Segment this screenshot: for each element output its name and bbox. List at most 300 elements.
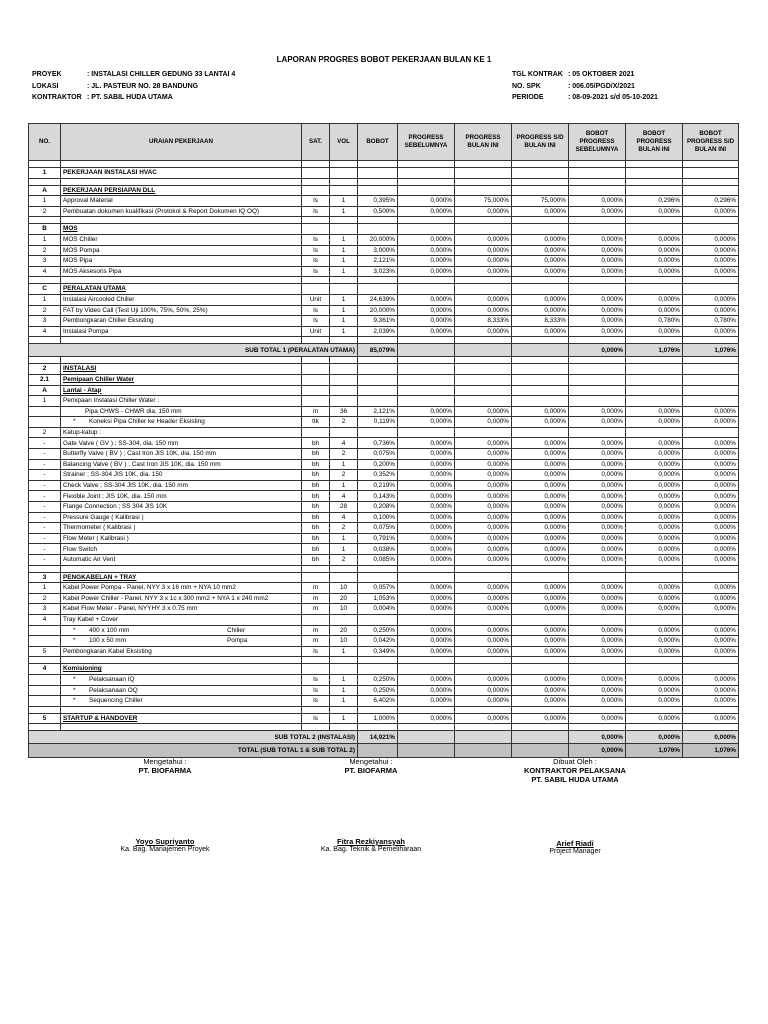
info-label: NO. SPK <box>512 82 541 90</box>
row-description: MOS <box>61 224 302 235</box>
row-bobot-progress-sebelumnya: 0,000% <box>569 713 626 724</box>
row-progress-bulan-ini: 0,000% <box>455 646 512 657</box>
row-no: 1 <box>29 294 61 305</box>
empty-cell <box>455 337 512 344</box>
row-progress-sebelumnya: 0,000% <box>398 206 455 217</box>
row-vol: 2 <box>330 470 358 481</box>
empty-cell <box>61 217 302 224</box>
empty-cell <box>61 565 302 572</box>
row-no: 4 <box>29 266 61 277</box>
empty-cell <box>398 664 455 675</box>
col-header-progress-bulan-ini: PROGRESS BULAN INI <box>455 124 512 161</box>
table-row <box>29 674 739 685</box>
row-progress-bulan-ini: 0,000% <box>455 449 512 460</box>
row-progress-bulan-ini: 0,000% <box>455 583 512 594</box>
row-description: Pressure Gauge ( Kalibrasi ) <box>61 512 302 523</box>
row-bobot: 20,000% <box>358 305 398 316</box>
row-progress-bulan-ini: 8,333% <box>455 316 512 327</box>
empty-cell <box>512 374 569 385</box>
row-vol: 10 <box>330 636 358 647</box>
row-no <box>29 406 61 417</box>
row-progress-bulan-ini: 0,000% <box>455 713 512 724</box>
row-bobot-progress-bulan-ini: 0,000% <box>626 206 683 217</box>
row-bobot: 0,352% <box>358 470 398 481</box>
row-progress-sd-bulan-ini: 0,000% <box>512 459 569 470</box>
table-row <box>29 480 739 491</box>
row-progress-sd-bulan-ini: 0,000% <box>512 523 569 534</box>
row-progress-sebelumnya: 0,000% <box>398 406 455 417</box>
row-description <box>61 417 302 428</box>
row-bobot-progress-sd-bulan-ini: 0,000% <box>683 491 739 502</box>
signature-right <box>490 757 660 855</box>
sig-label: Mengetahui : <box>143 757 187 766</box>
info-row-proyek <box>32 69 235 81</box>
table-row <box>29 604 739 615</box>
row-description-text: Pelaksanaan OQ <box>89 686 138 694</box>
row-bobot-progress-sd-bulan-ini: 0,000% <box>683 245 739 256</box>
empty-cell <box>512 706 569 713</box>
empty-cell <box>512 364 569 375</box>
section-row <box>29 385 739 396</box>
empty-cell <box>330 364 358 375</box>
row-bobot-progress-bulan-ini: 0,000% <box>626 512 683 523</box>
empty-cell <box>330 224 358 235</box>
col-header-bobot-progress-bulan-ini: BOBOT PROGRESS BULAN INI <box>626 124 683 161</box>
empty-cell <box>455 724 512 731</box>
row-no: - <box>29 544 61 555</box>
row-bobot-progress-bulan-ini: 0,000% <box>626 491 683 502</box>
row-sat: m <box>302 593 330 604</box>
table-row <box>29 636 739 647</box>
empty-cell <box>626 277 683 284</box>
empty-cell <box>455 168 512 179</box>
row-no <box>29 674 61 685</box>
row-no: 2 <box>29 364 61 375</box>
empty-cell <box>61 277 302 284</box>
row-vol: 1 <box>330 305 358 316</box>
row-progress-sebelumnya <box>398 344 455 357</box>
row-sat: bh <box>302 533 330 544</box>
row-progress-bulan-ini: 0,000% <box>455 438 512 449</box>
row-progress-sebelumnya <box>398 731 455 744</box>
row-vol: 36 <box>330 406 358 417</box>
row-bobot: 3,000% <box>358 245 398 256</box>
row-sat: bh <box>302 502 330 513</box>
row-no: 2.1 <box>29 374 61 385</box>
info-label: PERIODE <box>512 94 544 101</box>
row-bobot-progress-sd-bulan-ini: 0,296% <box>683 196 739 207</box>
row-progress-sebelumnya: 0,000% <box>398 245 455 256</box>
row-bobot-progress-sebelumnya: 0,000% <box>569 234 626 245</box>
empty-cell <box>455 224 512 235</box>
empty-cell <box>455 161 512 168</box>
empty-cell <box>330 357 358 364</box>
row-sat: ls <box>302 206 330 217</box>
spacer-row <box>29 337 739 344</box>
empty-cell <box>683 374 739 385</box>
row-progress-sd-bulan-ini: 0,000% <box>512 438 569 449</box>
empty-cell <box>29 277 61 284</box>
row-bobot-progress-bulan-ini: 0,000% <box>626 593 683 604</box>
bullet-icon: * <box>73 686 76 694</box>
row-bobot-progress-sebelumnya: 0,000% <box>569 491 626 502</box>
row-progress-bulan-ini: 0,000% <box>455 305 512 316</box>
row-bobot-progress-sebelumnya: 0,000% <box>569 459 626 470</box>
row-progress-sd-bulan-ini: 0,000% <box>512 583 569 594</box>
row-description: Flow Meter ( Kalibrasi ) <box>61 533 302 544</box>
empty-cell <box>398 178 455 185</box>
row-bobot-progress-sebelumnya: 0,000% <box>569 523 626 534</box>
row-progress-bulan-ini: 0,000% <box>455 533 512 544</box>
empty-cell <box>455 284 512 295</box>
empty-cell <box>358 374 398 385</box>
empty-cell <box>683 284 739 295</box>
empty-cell <box>398 374 455 385</box>
row-progress-bulan-ini: 0,000% <box>455 502 512 513</box>
row-bobot-progress-sd-bulan-ini: 0,000% <box>683 625 739 636</box>
row-bobot: 0,208% <box>358 502 398 513</box>
row-progress-sd-bulan-ini: 0,000% <box>512 502 569 513</box>
sig-label: Dibuat Oleh : <box>553 757 597 766</box>
row-bobot-progress-sebelumnya: 0,000% <box>569 480 626 491</box>
row-progress-sd-bulan-ini: 0,000% <box>512 294 569 305</box>
row-vol: 1 <box>330 685 358 696</box>
table-row <box>29 245 739 256</box>
row-progress-sd-bulan-ini: 0,000% <box>512 604 569 615</box>
row-bobot-progress-bulan-ini: 0,000% <box>626 234 683 245</box>
empty-cell <box>398 565 455 572</box>
row-progress-bulan-ini: 0,000% <box>455 206 512 217</box>
empty-cell <box>683 357 739 364</box>
col-header-progress-sd-bulan-ini: PROGRESS S/D BULAN INI <box>512 124 569 161</box>
row-progress-sebelumnya <box>398 427 455 438</box>
sig-org: KONTRAKTOR PELAKSANA <box>524 766 626 775</box>
info-label: PROYEK <box>32 71 62 78</box>
spacer-row <box>29 565 739 572</box>
row-description: MOS Chiller <box>61 234 302 245</box>
row-progress-sd-bulan-ini <box>512 731 569 744</box>
empty-cell <box>569 217 626 224</box>
info-value: : JL. PASTEUR NO. 28 BANDUNG <box>87 82 199 90</box>
row-bobot-progress-sebelumnya: 0,000% <box>569 245 626 256</box>
empty-cell <box>512 277 569 284</box>
empty-cell <box>512 572 569 583</box>
row-description-note: Pompa <box>227 637 248 645</box>
row-vol: 1 <box>330 196 358 207</box>
empty-cell <box>512 217 569 224</box>
table-row <box>29 646 739 657</box>
row-bobot-progress-sd-bulan-ini: 1,076% <box>683 744 739 758</box>
row-progress-sd-bulan-ini: 0,000% <box>512 636 569 647</box>
table-row <box>29 555 739 566</box>
row-bobot-progress-sd-bulan-ini: 0,000% <box>683 470 739 481</box>
empty-cell <box>455 664 512 675</box>
subtotal-row <box>29 344 739 357</box>
row-bobot-progress-bulan-ini: 0,000% <box>626 417 683 428</box>
empty-cell <box>398 284 455 295</box>
row-bobot-progress-bulan-ini: 0,000% <box>626 256 683 267</box>
row-description: Pembuatan dokumen kualifikasi (Protokol & Report Dokumen IQ OQ) <box>61 206 302 217</box>
empty-cell <box>455 217 512 224</box>
row-no: 1 <box>29 196 61 207</box>
col-header-progress-sebelumnya: PROGRESS SEBELUMNYA <box>398 124 455 161</box>
row-progress-sebelumnya: 0,000% <box>398 470 455 481</box>
table-row <box>29 206 739 217</box>
info-row-tgl-kontrak <box>512 69 658 81</box>
row-progress-sd-bulan-ini: 0,000% <box>512 406 569 417</box>
row-bobot-progress-sebelumnya: 0,000% <box>569 294 626 305</box>
empty-cell <box>455 185 512 196</box>
row-bobot-progress-sd-bulan-ini: 0,000% <box>683 636 739 647</box>
row-description <box>61 696 302 707</box>
row-bobot-progress-sd-bulan-ini: 0,000% <box>683 544 739 555</box>
row-bobot-progress-sd-bulan-ini: 0,000% <box>683 326 739 337</box>
row-bobot-progress-sebelumnya: 0,000% <box>569 256 626 267</box>
row-progress-sd-bulan-ini: 0,000% <box>512 256 569 267</box>
empty-cell <box>330 217 358 224</box>
row-no: 3 <box>29 604 61 615</box>
row-description: INSTALASI <box>61 364 302 375</box>
table-row <box>29 427 739 438</box>
signature-left <box>80 757 250 853</box>
spacer-row <box>29 161 739 168</box>
empty-cell <box>61 161 302 168</box>
row-no: - <box>29 470 61 481</box>
row-vol: 1 <box>330 533 358 544</box>
empty-cell <box>330 706 358 713</box>
empty-cell <box>569 168 626 179</box>
row-bobot-progress-sd-bulan-ini: 0,000% <box>683 593 739 604</box>
col-header-sat: SAT. <box>302 124 330 161</box>
empty-cell <box>512 565 569 572</box>
empty-cell <box>358 217 398 224</box>
empty-cell <box>626 337 683 344</box>
row-sat: ls <box>302 674 330 685</box>
empty-cell <box>358 724 398 731</box>
sig-position: Ka. Bag. Teknik & Pemeliharaan <box>320 846 422 853</box>
row-progress-sebelumnya: 0,000% <box>398 512 455 523</box>
empty-cell <box>626 161 683 168</box>
row-progress-sd-bulan-ini: 8,333% <box>512 316 569 327</box>
row-vol: 4 <box>330 491 358 502</box>
row-description: Automatic Air Vent <box>61 555 302 566</box>
empty-cell <box>626 168 683 179</box>
row-progress-bulan-ini <box>455 344 512 357</box>
row-bobot: 0,736% <box>358 438 398 449</box>
empty-cell <box>61 178 302 185</box>
row-bobot-progress-bulan-ini: 0,000% <box>626 406 683 417</box>
info-value: : 05 OKTOBER 2021 <box>568 71 635 78</box>
row-sat <box>302 614 330 625</box>
table-row <box>29 316 739 327</box>
row-bobot-progress-bulan-ini: 0,000% <box>626 533 683 544</box>
empty-cell <box>302 357 330 364</box>
row-no: B <box>29 224 61 235</box>
row-progress-sd-bulan-ini: 0,000% <box>512 470 569 481</box>
sig-org-2: PT. SABIL HUDA UTAMA <box>531 775 619 784</box>
empty-cell <box>683 277 739 284</box>
report-title: LAPORAN PROGRES BOBOT PEKERJAAN BULAN KE 1 <box>276 55 492 64</box>
row-progress-sebelumnya: 0,000% <box>398 604 455 615</box>
empty-cell <box>398 724 455 731</box>
empty-cell <box>626 572 683 583</box>
row-bobot-progress-sebelumnya: 0,000% <box>569 731 626 744</box>
row-bobot-progress-sebelumnya: 0,000% <box>569 266 626 277</box>
row-bobot <box>358 427 398 438</box>
row-sat: m <box>302 406 330 417</box>
row-no <box>29 417 61 428</box>
row-progress-bulan-ini: 0,000% <box>455 294 512 305</box>
empty-cell <box>626 185 683 196</box>
row-description-text: Koneksi Pipa Chiller ke Header Eksisting <box>89 418 205 426</box>
row-bobot-progress-sd-bulan-ini: 1,076% <box>683 344 739 357</box>
row-sat <box>302 396 330 407</box>
empty-cell <box>302 217 330 224</box>
row-progress-sd-bulan-ini: 0,000% <box>512 544 569 555</box>
empty-cell <box>569 706 626 713</box>
row-progress-sd-bulan-ini: 0,000% <box>512 674 569 685</box>
row-sat: bh <box>302 438 330 449</box>
info-value: : PT. SABIL HUDA UTAMA <box>87 94 173 101</box>
row-bobot-progress-sd-bulan-ini: 0,000% <box>683 256 739 267</box>
row-progress-bulan-ini: 0,000% <box>455 512 512 523</box>
row-description: Strainer ; SS-304 JIS 10K, dia. 150 <box>61 470 302 481</box>
info-label: LOKASI <box>32 82 59 90</box>
spacer-row <box>29 178 739 185</box>
row-progress-sd-bulan-ini: 0,000% <box>512 685 569 696</box>
row-vol: 1 <box>330 480 358 491</box>
table-row <box>29 512 739 523</box>
subtotal-label: SUB TOTAL 2 (INSTALASI) <box>29 731 358 744</box>
row-bobot-progress-bulan-ini: 0,000% <box>626 636 683 647</box>
row-bobot-progress-bulan-ini: 0,000% <box>626 326 683 337</box>
row-sat: bh <box>302 491 330 502</box>
empty-cell <box>302 364 330 375</box>
row-bobot: 1,053% <box>358 593 398 604</box>
empty-cell <box>358 178 398 185</box>
row-description: Butterfly Valve ( BV ) ; Cast Iron JIS 10K, dia. 150 mm <box>61 449 302 460</box>
empty-cell <box>683 565 739 572</box>
empty-cell <box>61 357 302 364</box>
empty-cell <box>358 277 398 284</box>
row-bobot-progress-bulan-ini: 1,076% <box>626 744 683 758</box>
empty-cell <box>512 178 569 185</box>
row-progress-bulan-ini: 0,000% <box>455 256 512 267</box>
empty-cell <box>683 178 739 185</box>
row-progress-bulan-ini: 0,000% <box>455 604 512 615</box>
empty-cell <box>330 185 358 196</box>
row-progress-sd-bulan-ini: 0,000% <box>512 480 569 491</box>
row-description: Check Valve ; SS-304 JIS 10K, dia. 150 mm <box>61 480 302 491</box>
empty-cell <box>358 657 398 664</box>
row-vol: 1 <box>330 316 358 327</box>
row-bobot: 0,038% <box>358 544 398 555</box>
row-bobot-progress-sd-bulan-ini: 0,000% <box>683 417 739 428</box>
row-sat: bh <box>302 470 330 481</box>
empty-cell <box>302 572 330 583</box>
empty-cell <box>512 357 569 364</box>
row-progress-bulan-ini: 0,000% <box>455 674 512 685</box>
empty-cell <box>398 185 455 196</box>
empty-cell <box>512 657 569 664</box>
empty-cell <box>302 284 330 295</box>
row-sat: ls <box>302 685 330 696</box>
empty-cell <box>398 572 455 583</box>
row-bobot-progress-sd-bulan-ini: 0,000% <box>683 713 739 724</box>
row-vol: 20 <box>330 625 358 636</box>
empty-cell <box>455 572 512 583</box>
row-description: Pipa CHWS - CHWR dia. 150 mm <box>61 406 302 417</box>
empty-cell <box>569 724 626 731</box>
row-progress-bulan-ini: 0,000% <box>455 491 512 502</box>
row-no: C <box>29 284 61 295</box>
row-progress-bulan-ini: 0,000% <box>455 266 512 277</box>
row-bobot: 0,219% <box>358 480 398 491</box>
row-vol: 1 <box>330 234 358 245</box>
row-bobot-progress-sd-bulan-ini <box>683 396 739 407</box>
table-row <box>29 696 739 707</box>
row-bobot-progress-sd-bulan-ini: 0,000% <box>683 266 739 277</box>
row-no <box>29 625 61 636</box>
empty-cell <box>330 664 358 675</box>
empty-cell <box>569 364 626 375</box>
row-bobot-progress-sd-bulan-ini: 0,000% <box>683 731 739 744</box>
row-progress-bulan-ini: 0,000% <box>455 406 512 417</box>
row-bobot-progress-sd-bulan-ini: 0,000% <box>683 502 739 513</box>
row-bobot-progress-sebelumnya: 0,000% <box>569 406 626 417</box>
row-bobot: 0,395% <box>358 196 398 207</box>
table-row <box>29 294 739 305</box>
empty-cell <box>398 224 455 235</box>
row-bobot-progress-sebelumnya: 0,000% <box>569 604 626 615</box>
empty-cell <box>683 724 739 731</box>
empty-cell <box>512 664 569 675</box>
empty-cell <box>569 185 626 196</box>
row-vol: 1 <box>330 266 358 277</box>
total-label: TOTAL (SUB TOTAL 1 & SUB TOTAL 2) <box>29 744 358 758</box>
row-sat: ls <box>302 234 330 245</box>
row-bobot: 3,023% <box>358 266 398 277</box>
row-description-text: Pelaksanaan IQ <box>89 676 135 684</box>
row-progress-bulan-ini <box>455 614 512 625</box>
row-no: - <box>29 512 61 523</box>
project-info-left <box>32 69 235 104</box>
table-row <box>29 396 739 407</box>
row-bobot-progress-bulan-ini: 0,000% <box>626 294 683 305</box>
empty-cell <box>569 277 626 284</box>
empty-cell <box>302 185 330 196</box>
row-progress-sebelumnya <box>398 744 455 758</box>
empty-cell <box>330 161 358 168</box>
row-no: 3 <box>29 256 61 267</box>
empty-cell <box>455 657 512 664</box>
empty-cell <box>358 572 398 583</box>
info-row-kontraktor <box>32 92 235 104</box>
row-description-text: 400 x 100 mm <box>89 626 130 634</box>
row-progress-sd-bulan-ini <box>512 427 569 438</box>
row-bobot-progress-bulan-ini: 0,780% <box>626 316 683 327</box>
empty-cell <box>29 217 61 224</box>
empty-cell <box>358 364 398 375</box>
row-bobot-progress-sebelumnya <box>569 427 626 438</box>
row-progress-sebelumnya: 0,000% <box>398 480 455 491</box>
empty-cell <box>29 565 61 572</box>
sig-position: Project Manager <box>549 848 601 855</box>
sig-name: Yoyo Supriyanto <box>135 837 195 846</box>
row-vol: 1 <box>330 696 358 707</box>
row-description: PEKERJAAN INSTALASI HVAC <box>61 168 302 179</box>
row-description: PERALATAN UTAMA <box>61 284 302 295</box>
